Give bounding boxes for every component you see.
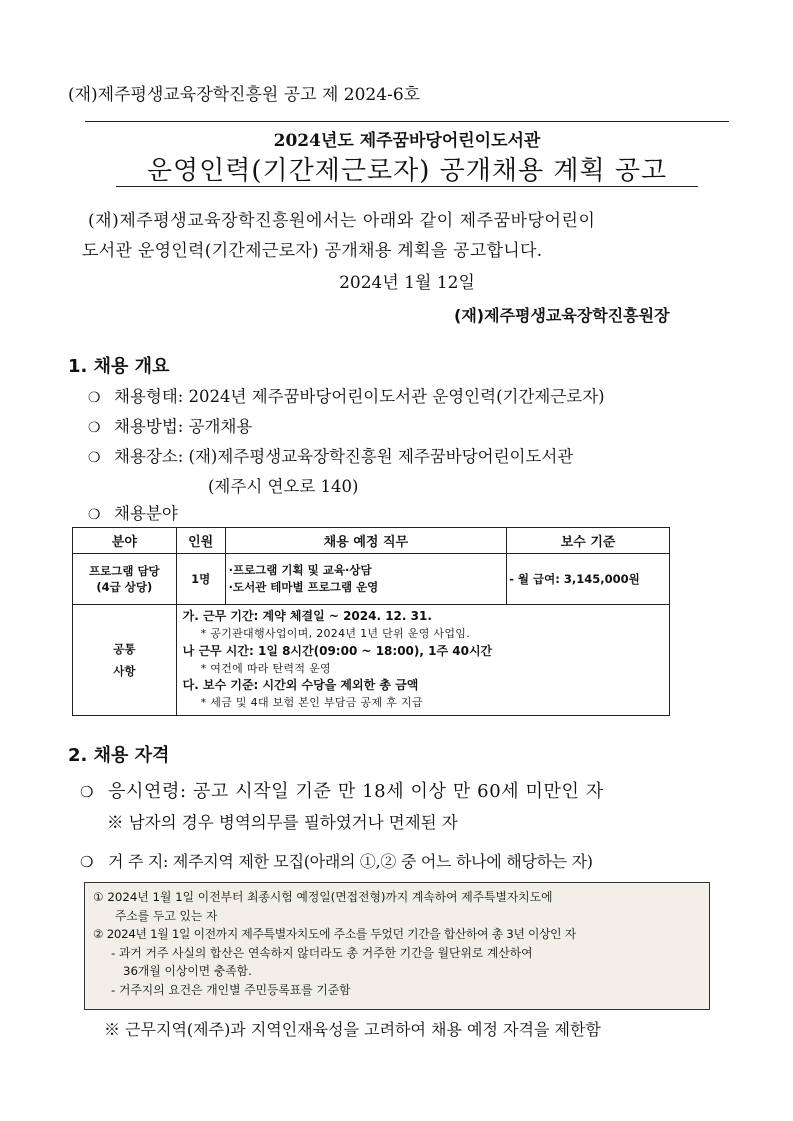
- intro-line-2: 도서관 운영인력(기간제근로자) 공개채용 계획을 공고합니다.: [82, 241, 543, 261]
- cell-common-details: [176, 605, 669, 716]
- recruitment-table: [72, 527, 670, 716]
- qualification-residence-text: 거 주 지: 제주지역 제한 모집(아래의 ①,② 중 어느 하나에 해당하는 자): [108, 852, 593, 871]
- table-header-row: [73, 528, 670, 554]
- header-duties: 채용 예정 직무: [225, 528, 507, 554]
- circle-bullet-icon: ❍: [80, 783, 95, 801]
- circle-bullet-icon: ❍: [88, 420, 101, 436]
- residence-line: ① 2024년 1월 1일 이전부터 최종시험 예정일(면접전형)까지 계속하여 제주특별자치도에: [93, 890, 553, 904]
- overview-address: (제주시 연오로 140): [208, 477, 359, 496]
- common-line: 가. 근무 기간: 계약 체결일 ~ 2024. 12. 31.: [182, 609, 432, 623]
- cell-field: 프로그램 담당 (4급 상당): [73, 554, 177, 605]
- cell-pay: - 월 급여: 3,145,000원: [507, 554, 670, 605]
- residence-line: ② 2024년 1월 1일 이전까지 제주특별자치도에 주소를 두었던 기간을 합산하여 총 3년 이상인 자: [93, 927, 576, 942]
- residence-requirements-box: [84, 882, 710, 1010]
- table-common-row: [73, 605, 670, 716]
- final-note: ※ 근무지역(제주)과 지역인재육성을 고려하여 채용 예정 자격을 제한함: [104, 1020, 601, 1039]
- table-row: [73, 554, 670, 605]
- section-1-heading: 1. 채용 개요: [68, 356, 170, 377]
- overview-item-method: [88, 413, 252, 437]
- title-underline: [116, 186, 698, 187]
- circle-bullet-icon: ❍: [88, 450, 101, 466]
- qualification-age: [80, 777, 604, 803]
- qualification-age-text: 응시연령: 공고 시작일 기준 만 18세 이상 만 60세 미만인 자: [108, 781, 604, 802]
- qualification-residence: [80, 849, 593, 872]
- notice-number: (재)제주평생교육장학진흥원 공고 제 2024-6호: [68, 85, 421, 105]
- residence-line: - 과거 거주 사실의 합산은 연속하지 않더라도 총 거주한 기간을 월단위로 계산하여: [111, 945, 533, 960]
- document-subtitle: 2024년도 제주꿈바당어린이도서관: [273, 131, 541, 151]
- overview-item-field-text: 채용분야: [114, 504, 178, 523]
- issuer: (재)제주평생교육장학진흥원장: [454, 306, 670, 325]
- overview-item-type-text: 채용형태: 2024년 제주꿈바당어린이도서관 운영인력(기간제근로자): [114, 387, 605, 406]
- header-pay: 보수 기준: [507, 528, 670, 554]
- intro-line-1: (재)제주평생교육장학진흥원에서는 아래와 같이 제주꿈바당어린이: [88, 211, 596, 231]
- circle-bullet-icon: ❍: [88, 507, 101, 523]
- common-line: 나 근무 시간: 1일 8시간(09:00 ~ 18:00), 1주 40시간: [182, 643, 493, 658]
- common-line: 다. 보수 기준: 시간외 수당을 제외한 총 금액: [182, 678, 419, 693]
- overview-item-method-text: 채용방법: 공개채용: [114, 417, 253, 436]
- qualification-military: ※ 남자의 경우 병역의무를 필하였거나 면제된 자: [107, 813, 458, 832]
- common-line: * 여건에 따라 탄력적 운영: [200, 661, 331, 675]
- overview-item-type: [88, 383, 605, 407]
- residence-line: - 거주지의 요건은 개인별 주민등록표를 기준함: [111, 982, 351, 997]
- cell-count: 1명: [176, 554, 225, 605]
- header-field: 분야: [73, 528, 177, 554]
- document-title: 운영인력(기간제근로자) 공개채용 계획 공고: [146, 156, 668, 186]
- common-line: * 세금 및 4대 보험 본인 부담금 공제 후 지급: [200, 696, 423, 710]
- circle-bullet-icon: ❍: [88, 390, 101, 406]
- cell-common-label: 공통 사항: [73, 605, 177, 716]
- cell-duties: ·프로그램 기획 및 교육·상담 ·도서관 테마별 프로그램 운영: [225, 554, 507, 605]
- header-count: 인원: [176, 528, 225, 554]
- circle-bullet-icon: ❍: [80, 853, 94, 871]
- overview-item-place: [88, 443, 573, 467]
- publication-date: 2024년 1월 12일: [339, 273, 475, 293]
- overview-item-field: [88, 500, 178, 524]
- residence-line: 주소를 두고 있는 자: [115, 908, 218, 923]
- overview-item-place-text: 채용장소: (재)제주평생교육장학진흥원 제주꿈바당어린이도서관: [114, 447, 574, 466]
- residence-line: 36개월 이상이면 충족함.: [123, 964, 252, 979]
- common-line: * 공기관대행사업이며, 2024년 1년 단위 운영 사업임.: [200, 627, 471, 641]
- section-2-heading: 2. 채용 자격: [68, 745, 170, 766]
- header-rule: [85, 121, 729, 122]
